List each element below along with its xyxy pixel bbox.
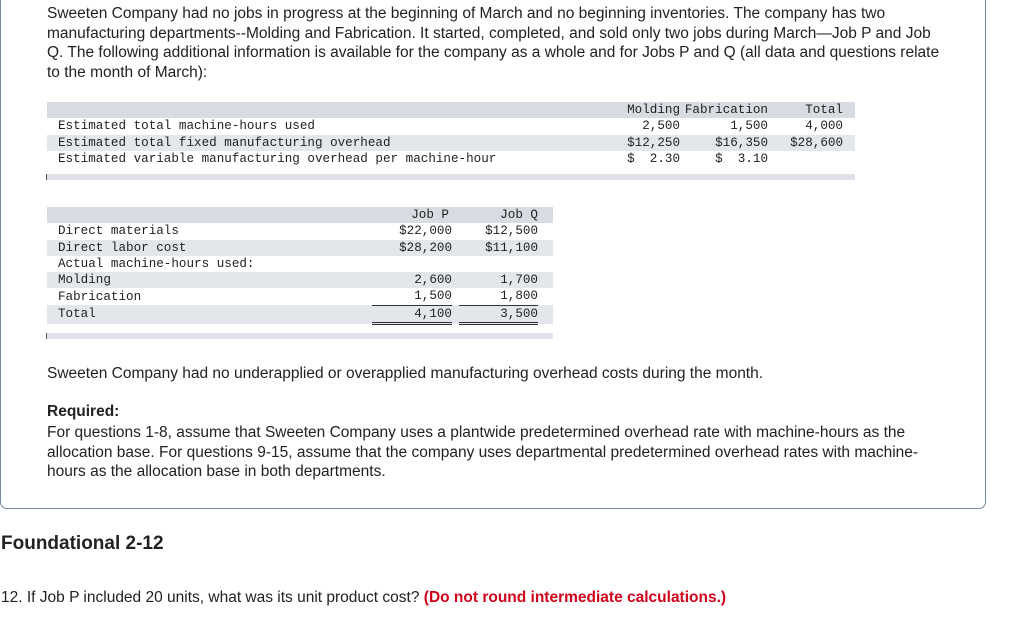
row-label: Direct labor cost (58, 240, 187, 255)
table-row (47, 240, 553, 256)
required-paragraph: For questions 1-8, assume that Sweeten Company uses a plantwide predetermined overhead rate with machine-hours as the allocation base. For questions 9-15, assume that the company uses departmental predetermined overhead rates with machine-hours as the allocation base in both departments. (47, 424, 919, 480)
jobs-table (47, 207, 553, 325)
cell-job-q: 1,700 (500, 273, 538, 288)
question-body: 12. If Job P included 20 units, what was its unit product cost? (1, 589, 420, 606)
cell-total: 4,000 (805, 119, 843, 134)
table-row (47, 272, 553, 288)
table-row (47, 135, 855, 151)
jobs-header-row (47, 207, 553, 223)
col-header-molding: Molding (627, 103, 680, 117)
cell-total: $28,600 (790, 135, 843, 150)
row-label: Total (58, 307, 96, 322)
cell-job-q: $12,500 (485, 224, 538, 239)
row-label: Estimated total machine-hours used (58, 119, 315, 134)
cell-fabrication: 1,500 (730, 119, 768, 134)
table-divider (46, 174, 855, 180)
cell-job-q: 3,500 (459, 305, 538, 323)
cell-molding: 2,500 (642, 119, 680, 134)
row-label: Estimated variable manufacturing overhead per machine-hour (58, 151, 497, 166)
section-title: Foundational 2-12 (1, 533, 164, 554)
cell-molding: $ 2.30 (627, 151, 680, 166)
col-header-job-q: Job Q (500, 208, 538, 222)
row-label: Molding (58, 273, 111, 288)
table-divider (46, 333, 553, 339)
required-heading: Required: (47, 403, 120, 420)
table-row (47, 118, 855, 134)
col-header-total: Total (805, 103, 843, 117)
cell-job-p: 2,600 (414, 273, 452, 288)
cell-fabrication: $ 3.10 (715, 151, 768, 166)
cell-job-p (372, 256, 452, 272)
col-header-job-p: Job P (411, 208, 449, 222)
cell-job-q: $11,100 (485, 240, 538, 255)
estimates-table (47, 102, 855, 167)
table-row (47, 305, 553, 323)
col-header-fabrication: Fabrication (684, 103, 768, 117)
cell-fabrication: $16,350 (715, 135, 768, 150)
table-row (47, 288, 553, 305)
cell-job-q (459, 256, 538, 272)
row-label: Fabrication (58, 289, 142, 304)
cell-job-p: 4,100 (372, 305, 452, 323)
cell-job-q: 1,800 (459, 288, 538, 305)
cell-total (768, 151, 855, 167)
question-emphasis: (Do not round intermediate calculations.) (423, 589, 727, 606)
cell-job-p: 1,500 (372, 288, 452, 305)
table-row (47, 151, 855, 167)
cell-job-p: $22,000 (399, 224, 452, 239)
question-text (1, 589, 726, 607)
cell-job-p: $28,200 (399, 240, 452, 255)
row-label: Actual machine-hours used: (58, 256, 255, 271)
note-paragraph: Sweeten Company had no underapplied or overapplied manufacturing overhead costs during the month. (47, 365, 764, 382)
row-label: Estimated total fixed manufacturing overhead (58, 135, 391, 150)
estimates-header-row (47, 102, 855, 118)
cell-molding: $12,250 (627, 135, 680, 150)
intro-paragraph: Sweeten Company had no jobs in progress at the beginning of March and no beginning inventories. The company has two manufacturing departments--Molding and Fabrication. It started, completed, and sold only two jobs during March—Job P and Job Q. The following additional information is available for the company as a whole and for Jobs P and Q (all data and questions relate to the month of March): (47, 5, 940, 81)
table-row (47, 256, 553, 272)
table-row (47, 223, 553, 239)
row-label: Direct materials (58, 224, 179, 239)
